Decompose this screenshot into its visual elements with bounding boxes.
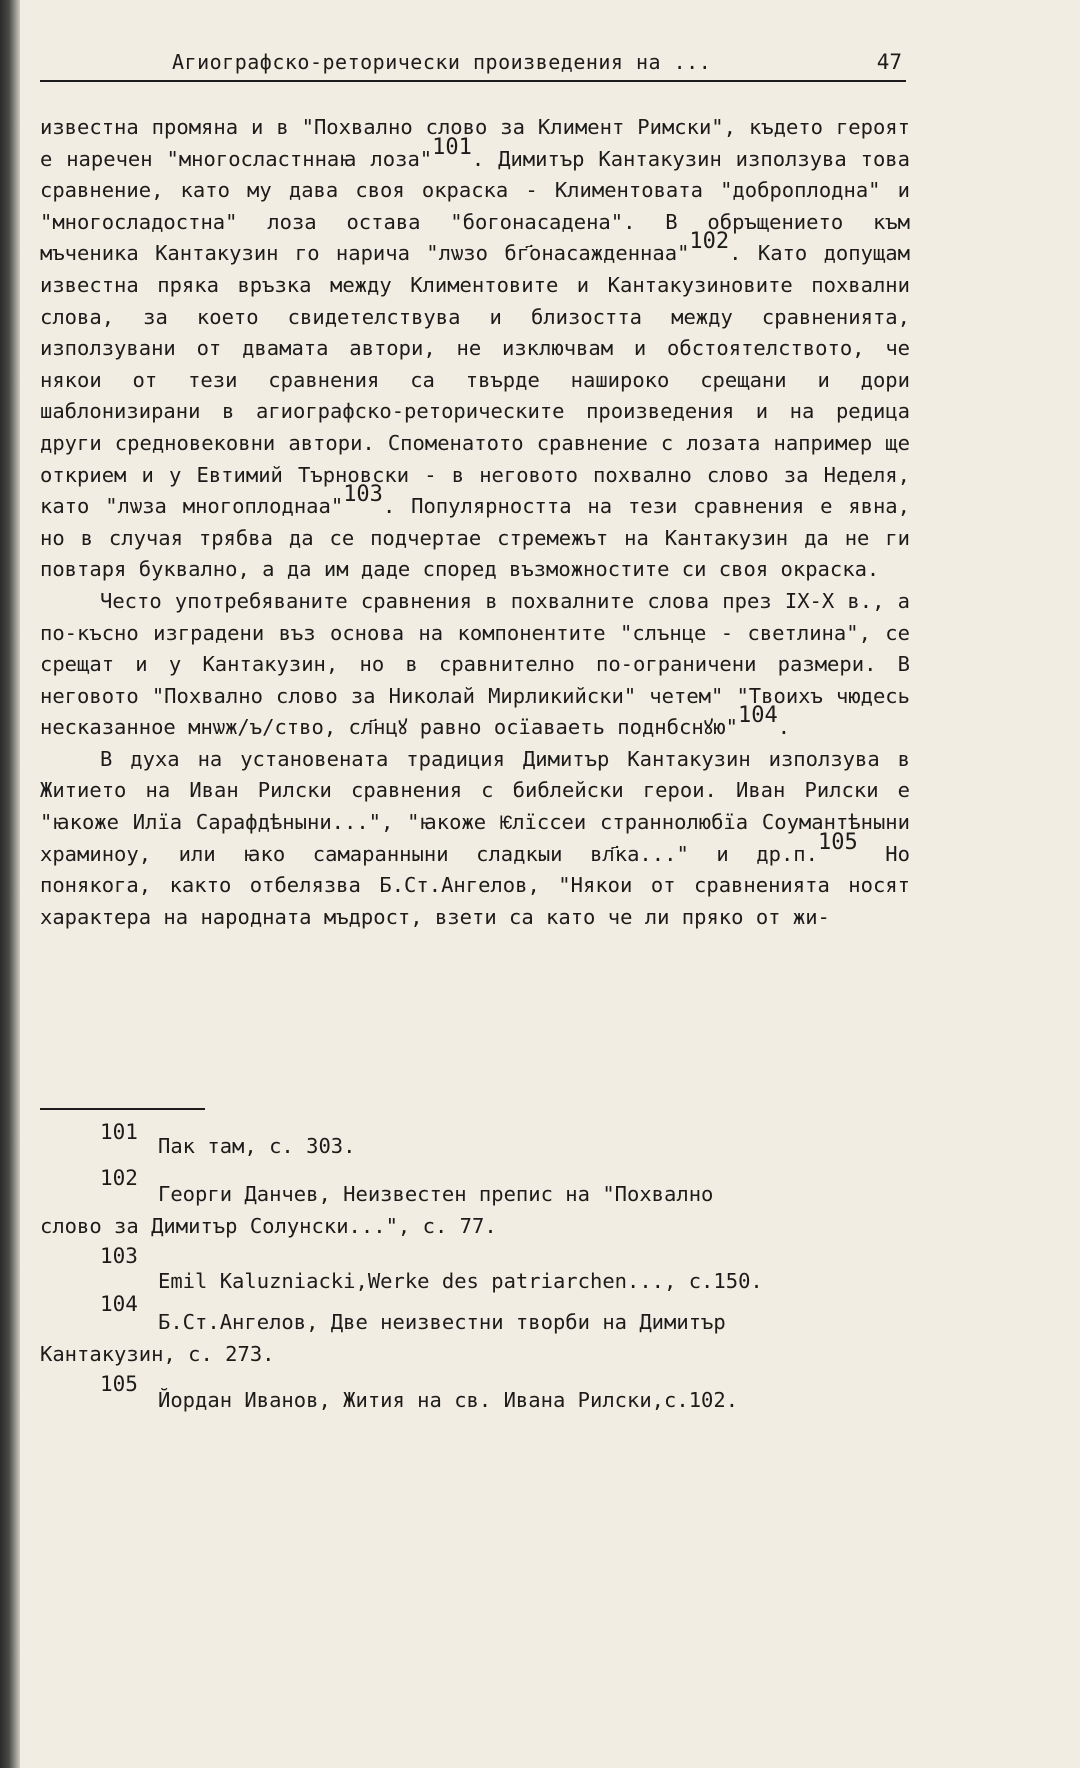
page-binding-edge: [0, 0, 20, 1768]
footnote-ref: 105: [817, 829, 858, 855]
footnote-ref: 103: [343, 482, 383, 508]
footnote-text: слово за Димитър Солунски...", с. 77.: [40, 1214, 497, 1238]
footnote-separator: [40, 1108, 205, 1110]
page-number: 47: [876, 50, 902, 74]
footnote-ref: 104: [737, 703, 778, 729]
main-text: [40, 112, 910, 933]
text-segment: . Като допущам известна пряка връзка между Климентовите и Кантакузиновите похвални слова, за което свидетелствува и близостта между сравненията, използувани от двамата автори, не изключвам и обстоятелството, че някои от тези сравнения са твърде нашироко срещани и дори шаблонизирани в агиографско-реторическите произведения и на редица други средновековни автори. Споменатото сравнение с лозата например ще открием и у Евтимий Търновски - в неговото похвално слово за Неделя, като "лѡза многоплоднаа": [40, 241, 910, 519]
running-header: [40, 40, 906, 82]
text-segment: Но понякога, както отбелязва Б.Ст.Ангелов, "Някои от сравненията носят характера на народната мъдрост, взети са като че ли пряко от жи-: [40, 841, 910, 929]
footnote-text: Emil Kaluzniacki,Werke des patriarchen..., с.150.: [158, 1269, 763, 1293]
footnote-text: Б.Ст.Ангелов, Две неизвестни творби на Димитър: [158, 1310, 726, 1334]
paragraph: [40, 744, 910, 934]
text-segment: .: [777, 715, 791, 740]
running-title: Агиографско-реторически произведения на ...: [172, 50, 712, 74]
paragraph: [40, 112, 910, 586]
footnote-number: 104: [100, 1292, 138, 1316]
footnote-number: 103: [100, 1244, 138, 1268]
text-segment: . Димитър Кантакузин използува това сравнение, като му дава своя окраска - Климентовата "доброплодна" и "многосладостна" лоза остава "богонасадена". В обръщението към мъченика Кантакузин го нарича "лѡзо бг҃онасажденнаа": [40, 146, 910, 266]
footnote-ref: 101: [432, 134, 472, 160]
text-segment: В духа на установената традиция Димитър Кантакузин използува в Житието на Иван Рилски сравнения с библейски герои. Иван Рилски е "ꙗкоже Илїа Сарафдѣныни...", "ꙗкоже Ѥлїссеи страннолюбїа Соумантѣныни храминоу, или ꙗко самаранныни сладкыи вл҃ка..." и др.п.: [40, 746, 910, 866]
footnote-number: 102: [100, 1166, 138, 1190]
text-segment: Често употребяваните сравнения в похвалните слова през IX-X в., а по-късно изградени въз основа на компонентите "слънце - светлина", се срещат и у Кантакузин, но в сравнително по-ограничени размери. В неговото "Похвално слово за Николай Мирликийски" четем" "Твоихъ чюдесь несказанное мнѡж/ъ/ство, сл҃нцꙋ равно осїаваеть поднбснꙋю": [40, 588, 910, 740]
footnote-ref: 102: [689, 229, 730, 255]
paragraph: [40, 586, 910, 744]
footnote-text: Йордан Иванов, Жития на св. Ивана Рилски,с.102.: [158, 1388, 739, 1412]
footnote-text: Кантакузин, с. 273.: [40, 1342, 275, 1366]
footnote-number: 105: [100, 1372, 138, 1396]
footnote-text: Пак там, с. 303.: [158, 1134, 356, 1158]
footnote-text: Георги Данчев, Неизвестен препис на "Похвално: [158, 1182, 714, 1206]
text-segment: известна промяна и в "Похвално слово за Климент Римски", където героят е наречен "многосластннаꙗ лоза": [40, 115, 910, 171]
text-segment: . Популярността на тези сравнения е явна, но в случая трябва да се подчертае стремежът на Кантакузин да не ги повтаря буквално, а да им даде според възможностите си своя окраска.: [40, 494, 910, 582]
footnote-number: 101: [100, 1120, 138, 1144]
